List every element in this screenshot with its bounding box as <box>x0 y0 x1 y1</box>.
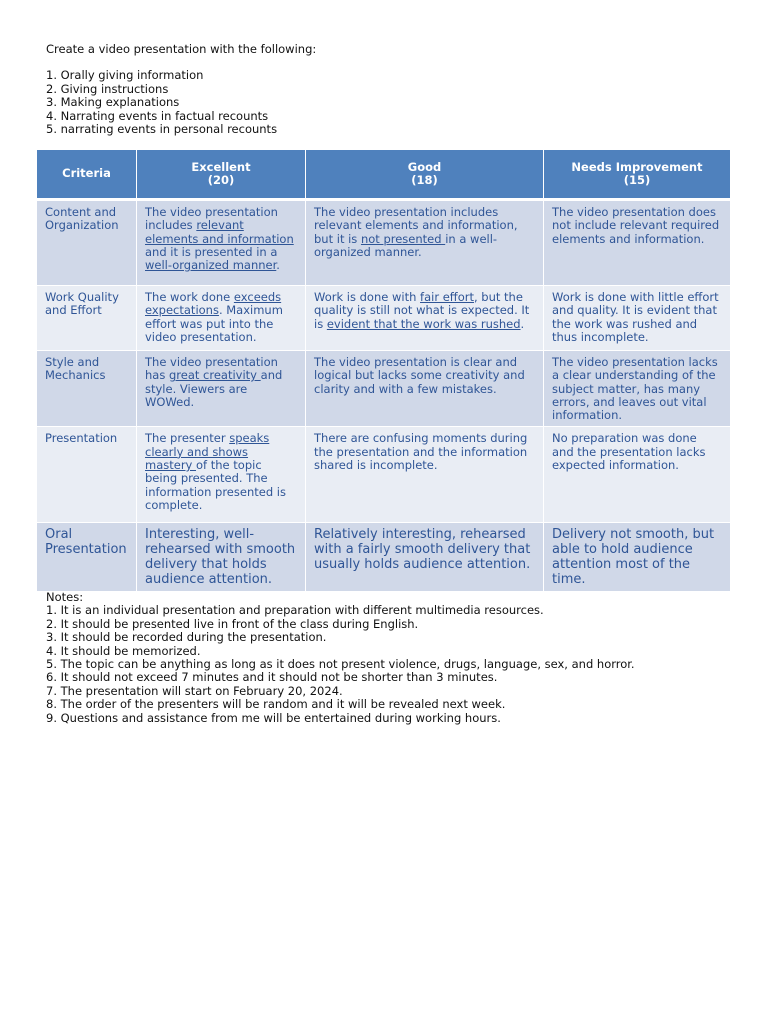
header-excellent <box>137 150 306 201</box>
needs-improvement-cell: The video presentation lacks a clear understanding of the subject matter, has many errors, and leaves out vital information. <box>544 351 730 427</box>
rubric-row-oral-presentation <box>37 523 730 592</box>
excellent-cell: The video presentation includes relevant elements and information and it is presented in a well-organized manner. <box>137 201 306 286</box>
excellent-cell: Interesting, well-rehearsed with smooth delivery that holds audience attention. <box>137 523 306 592</box>
rubric-row-work-quality <box>37 286 730 351</box>
intro-item: 2. Giving instructions <box>46 81 169 96</box>
needs-improvement-cell: Work is done with little effort and quality. It is evident that the work was rushed and thus incomplete. <box>544 286 730 351</box>
note-item: 7. The presentation will start on February 20, 2024. <box>46 683 343 698</box>
rubric-table <box>37 150 730 592</box>
intro-item: 4. Narrating events in factual recounts <box>46 108 269 123</box>
intro-item: 3. Making explanations <box>46 95 180 110</box>
intro-heading: Create a video presentation with the following: <box>46 42 317 56</box>
criteria-cell: Content and Organization <box>37 201 137 286</box>
needs-improvement-cell: No preparation was done and the presentation lacks expected information. <box>544 427 730 523</box>
note-item: 8. The order of the presenters will be random and it will be revealed next week. <box>46 697 506 712</box>
note-item: 9. Questions and assistance from me will be entertained during working hours. <box>46 710 501 725</box>
header-needs-improvement <box>544 150 730 201</box>
rubric-row-style-mechanics <box>37 351 730 427</box>
note-item: 4. It should be memorized. <box>46 643 201 658</box>
excellent-cell: The video presentation has great creativity and style. Viewers are WOWed. <box>137 351 306 427</box>
header-excellent-label: Excellent <box>191 159 251 174</box>
note-item: 2. It should be presented live in front of the class during English. <box>46 616 419 631</box>
good-cell: The video presentation is clear and logical but lacks some creativity and clarity and with a few mistakes. <box>306 351 544 427</box>
notes-heading: Notes: <box>46 590 84 604</box>
note-item: 5. The topic can be anything as long as it does not present violence, drugs, language, sex, and horror. <box>46 657 635 672</box>
header-needs-improvement-label: Needs Improvement <box>571 159 703 174</box>
excellent-cell: The presenter speaks clearly and shows mastery of the topic being presented. The information presented is complete. <box>137 427 306 523</box>
header-criteria <box>37 150 137 201</box>
header-good <box>306 150 544 201</box>
header-good-points: (18) <box>411 173 438 187</box>
good-cell: There are confusing moments during the presentation and the information shared is incomplete. <box>306 427 544 523</box>
header-excellent-points: (20) <box>207 173 235 187</box>
good-cell: Relatively interesting, rehearsed with a fairly smooth delivery that usually holds audience attention. <box>306 523 544 592</box>
criteria-cell: Style and Mechanics <box>37 351 137 427</box>
header-good-label: Good <box>407 159 442 174</box>
note-item: 3. It should be recorded during the presentation. <box>46 630 327 645</box>
header-criteria-label: Criteria <box>62 166 111 181</box>
good-cell: The video presentation includes relevant elements and information, but it is not presented in a well-organized manner. <box>306 201 544 286</box>
criteria-cell: Presentation <box>37 427 137 523</box>
note-item: 6. It should not exceed 7 minutes and it should not be shorter than 3 minutes. <box>46 670 498 685</box>
criteria-cell: Work Quality and Effort <box>37 286 137 351</box>
header-needs-improvement-points: (15) <box>623 173 651 187</box>
rubric-row-content-organization <box>37 201 730 286</box>
needs-improvement-cell: The video presentation does not include relevant required elements and information. <box>544 201 730 286</box>
needs-improvement-cell: Delivery not smooth, but able to hold audience attention most of the time. <box>544 523 730 592</box>
intro-item: 5. narrating events in personal recounts <box>46 122 278 137</box>
rubric-header-row <box>37 150 730 201</box>
notes-section <box>46 591 635 725</box>
intro-item: 1. Orally giving information <box>46 68 204 83</box>
note-item: 1. It is an individual presentation and preparation with different multimedia resources. <box>46 603 544 618</box>
rubric-row-presentation <box>37 427 730 523</box>
good-cell: Work is done with fair effort, but the quality is still not what is expected. It is evident that the work was rushed. <box>306 286 544 351</box>
excellent-cell: The work done exceeds expectations. Maximum effort was put into the video presentation. <box>137 286 306 351</box>
intro-section <box>46 43 316 136</box>
criteria-cell: Oral Presentation <box>37 523 137 592</box>
